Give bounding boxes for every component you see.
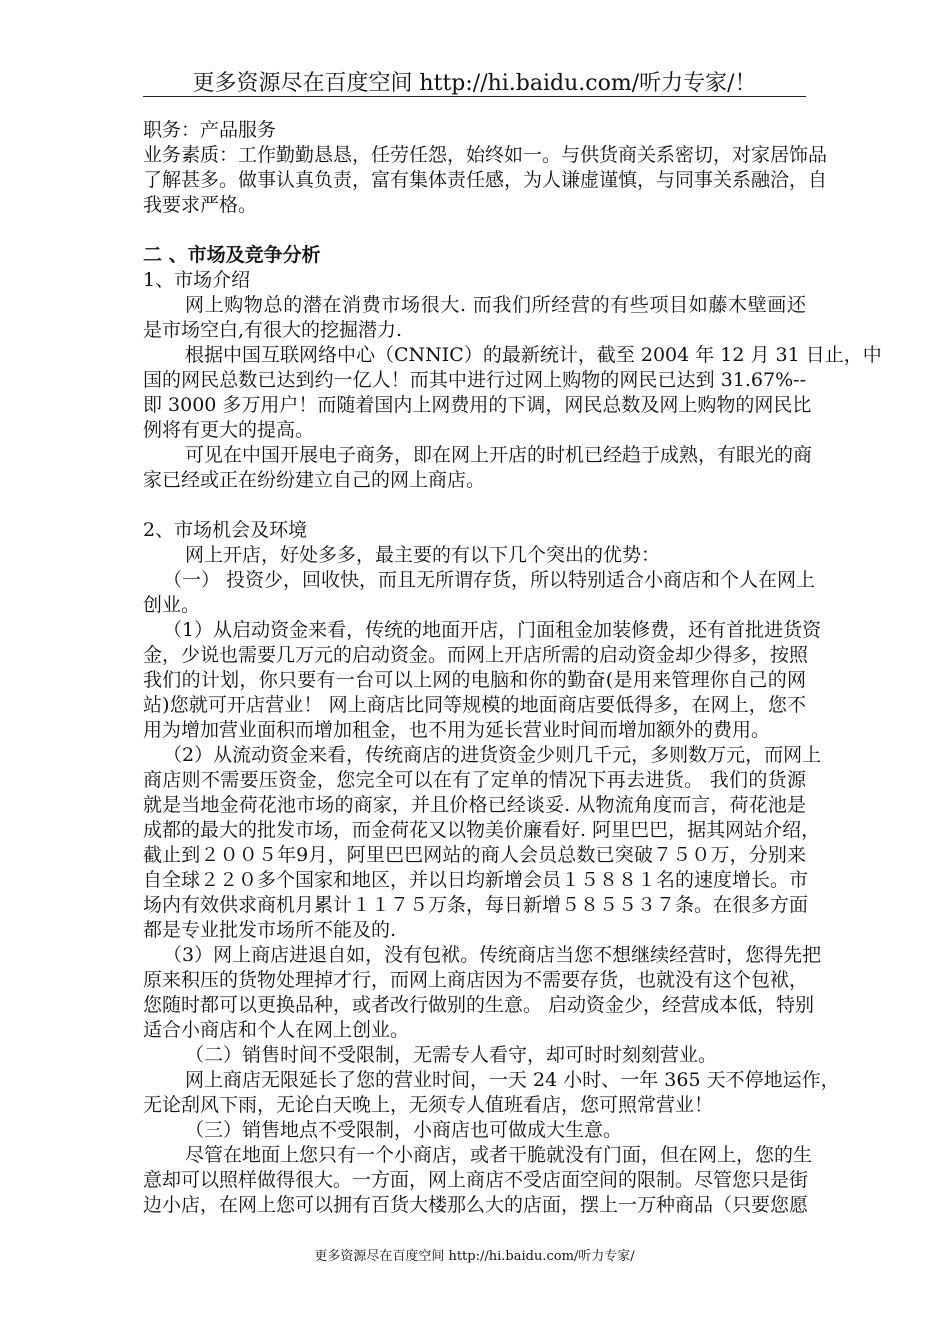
text-line: 2、市场机会及环境 [143,519,308,541]
text-line: 金，少说也需要几万元的启动资金。而网上开店所需的启动资金却少得多，按照 [143,644,809,666]
paragraph [143,343,882,443]
text-line: 无论刮风下雨，无论白天晚上，无须专人值班看店，您可照常营业！ [143,1094,714,1116]
text-line: 网上购物总的潜在消费市场很大. 而我们所经营的有些项目如藤木壁画还 [185,294,806,316]
text-line: 意却可以照样做得很大。一方面，网上商店不受店面空间的限制。尽管您只是街 [143,1169,809,1191]
paragraph [143,618,822,743]
paragraph [143,943,822,1043]
paragraph [143,518,806,543]
text-line: （三）销售地点不受限制，小商店也可做成大生意。 [185,1119,623,1141]
blank-line [143,218,806,243]
text-line: 可见在中国开展电子商务，即在网上开店的时机已经趋于成熟，有眼光的商 [185,444,813,466]
document-body [143,118,882,1218]
text-line: 就是当地金荷花池市场的商家，并且价格已经谈妥. 从物流角度而言，荷花池是 [143,794,806,816]
text-line: 自全球２２０多个国家和地区，并以日均新增会员１５８８１名的速度增长。市 [143,869,809,891]
text-line: 即 3000 多万用户！而随着国内上网费用的下调，网民总数及网上购物的网民比 [143,394,812,416]
text-line: 您随时都可以更换品种，或者改行做别的生意。 启动资金少，经营成本低，特别 [143,994,815,1016]
paragraph [143,118,806,143]
text-line: 边小店，在网上您可以拥有百货大楼那么大的店面，摆上一万种商品（只要您愿 [143,1194,809,1216]
text-line: （一） 投资少，回收快，而且无所谓存货，所以特别适合小商店和个人在网上 [163,569,816,591]
text-line: 适合小商店和个人在网上创业。 [143,1019,410,1041]
paragraph [143,268,806,293]
text-line: 了解甚多。做事认真负责，富有集体责任感，为人谦虚谨慎，与同事关系融洽，自 [143,169,828,191]
paragraph [143,568,816,618]
header-rule [143,96,806,97]
text-line: 业务素质：工作勤勤恳恳，任劳任怨，始终如一。与供货商关系密切，对家居饰品 [143,144,828,166]
text-line: （2）从流动资金来看，传统商店的进货资金少则几千元，多则数万元，而网上 [163,744,822,766]
text-line: 1、市场介绍 [143,269,251,291]
paragraph [143,743,822,943]
text-line: （1）从启动资金来看，传统的地面开店，门面租金加装修费，还有首批进货资 [163,619,822,641]
paragraph [143,443,813,493]
text-line: 是市场空白,有很大的挖掘潜力. [143,319,403,341]
text-line: 例将有更大的提高。 [143,419,315,441]
text-line: 用为增加营业面积而增加租金，也不用为延长营业时间而增加额外的费用。 [143,719,771,741]
paragraph [143,1068,840,1118]
text-line: 截止到２００５年9月，阿里巴巴网站的商人会员总数已突破７５０万，分别来 [143,844,806,866]
paragraph [143,1043,806,1068]
text-line: 我要求严格。 [143,194,258,216]
text-line: （3）网上商店进退自如，没有包袱。传统商店当您不想继续经营时，您得先把 [163,944,822,966]
text-line: 商店则不需要压资金，您完全可以在有了定单的情况下再去进货。 我们的货源 [143,769,806,791]
text-line: 网上开店，好处多多，最主要的有以下几个突出的优势： [185,544,661,566]
text-line: 二 、市场及竞争分析 [143,244,321,266]
paragraph [143,1143,813,1218]
text-line: （二）销售时间不受限制，无需专人看守，却可时时刻刻营业。 [185,1044,718,1066]
text-line: 成都的最大的批发市场，而金荷花又以物美价廉看好. 阿里巴巴，据其网站介绍， [143,819,821,841]
text-line: 站)您就可开店营业！ 网上商店比同等规模的地面商店要低得多，在网上，您不 [143,694,806,716]
page-header: 更多资源尽在百度空间 http://hi.baidu.com/听力专家/！ [192,71,757,96]
paragraph [143,143,828,218]
text-line: 原来积压的货物处理掉才行，而网上商店因为不需要存货，也就没有这个包袱， [143,969,809,991]
text-line: 尽管在地面上您只有一个小商店，或者干脆就没有门面，但在网上，您的生 [185,1144,813,1166]
paragraph [143,293,806,343]
text-line: 都是专业批发市场所不能及的. [143,919,397,941]
page-footer: 更多资源尽在百度空间 http://hi.baidu.com/听力专家/ [314,1249,635,1264]
text-line: 创业。 [143,594,201,616]
text-line: 根据中国互联网络中心（CNNIC）的最新统计，截至 2004 年 12 月 31 日止，中 [185,344,882,366]
text-line: 场内有效供求商机月累计１１７５万条，每日新增５８５５３７条。在很多方面 [143,894,809,916]
blank-line [143,493,806,518]
text-line: 我们的计划，你只要有一台可以上网的电脑和你的勤奋(是用来管理你自己的网 [143,669,806,691]
section-heading [143,243,806,268]
text-line: 职务：产品服务 [143,119,277,141]
paragraph [143,1118,806,1143]
text-line: 国的网民总数已达到约一亿人！而其中进行过网上购物的网民已达到 31.67%-- [143,369,806,391]
text-line: 网上商店无限延长了您的营业时间，一天 24 小时、一年 365 天不停地运作， [185,1069,840,1091]
paragraph [143,543,806,568]
text-line: 家已经或正在纷纷建立自己的网上商店。 [143,469,486,491]
